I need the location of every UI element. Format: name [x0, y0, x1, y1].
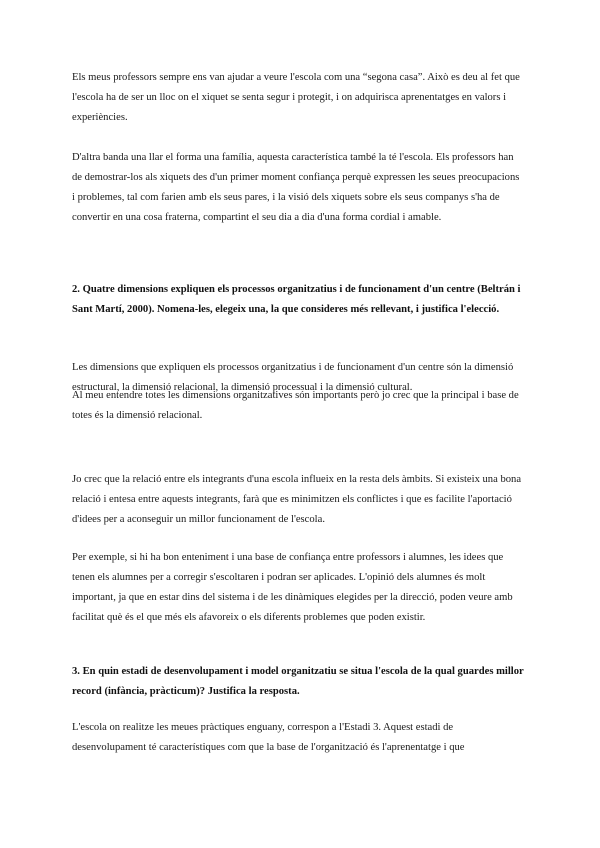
question-2-heading: 2. Quatre dimensions expliquen els processos organitzatius i de funcionament d'un centre (Beltrán i Sant Martí, 2000). Nomena-les, elegeix una, la que consideres més rellevant, i justifica l'elecció. — [72, 284, 521, 315]
question-2-answer-3: Jo crec que la relació entre els integrants d'una escola influeix en la resta dels àmbits. Si existeix una bona relació i entesa entre aquests integrants, farà que es minimitzen els conflictes i que es facilite l'aportació d'idees per a aconseguir un millor funcionament de l'escola. — [72, 474, 522, 525]
intro-paragraph-1: Els meus professors sempre ens van ajudar a veure l'escola com una “segona casa”. Això es deu al fet que l'escola ha de ser un lloc on el xiquet se senta segur i protegit, i on adquirisca aprenentatges en valors i experiències. — [72, 72, 520, 123]
intro-paragraph-2: D'altra banda una llar el forma una família, aquesta característica també la té l'escola. Els professors han de demostrar-los als xiquets des d'un primer moment confiança perquè expressen les seues preocupacions i problemes, tal com farien amb els seus pares, i la visió dels xiquets sobre els seus companys s'ha de convertir en una cosa fraterna, compartint el seu dia a dia d'una forma cordial i amable. — [72, 152, 520, 223]
question-3-heading: 3. En quin estadi de desenvolupament i model organitzatiu se situa l'escola de la qual guardes millor record (infància, pràcticum)? Justifica la resposta. — [72, 666, 524, 697]
question-2-answer-4: Per exemple, si hi ha bon enteniment i una base de confiança entre professors i alumnes, les idees que tenen els alumnes per a corregir s'escoltaren i podran ser aplicades. L'opinió dels alumnes és molt important, ja que en estar dins del sistema i de les dinàmiques elegides per la direcció, poden veure amb facilitat què és el que més els afavoreix o els diferents problemes que poden existir. — [72, 552, 513, 623]
question-3-answer-1: L'escola on realitze les meues pràctiques enguany, correspon a l'Estadi 3. Aquest estadi de desenvolupament té característiques com que la base de l'organització és l'aprenentatge i que — [72, 722, 465, 753]
question-2-answer-1: Les dimensions que expliquen els processos organitzatius i de funcionament d'un centre són la dimensió estructural, la dimensió relacional, la dimensió processual i la dimensió cultural. — [72, 362, 514, 393]
question-2-answer-2: Al meu entendre totes les dimensions organitzatives són importants però jo crec que la principal i base de totes és la dimensió relacional. — [72, 390, 519, 421]
